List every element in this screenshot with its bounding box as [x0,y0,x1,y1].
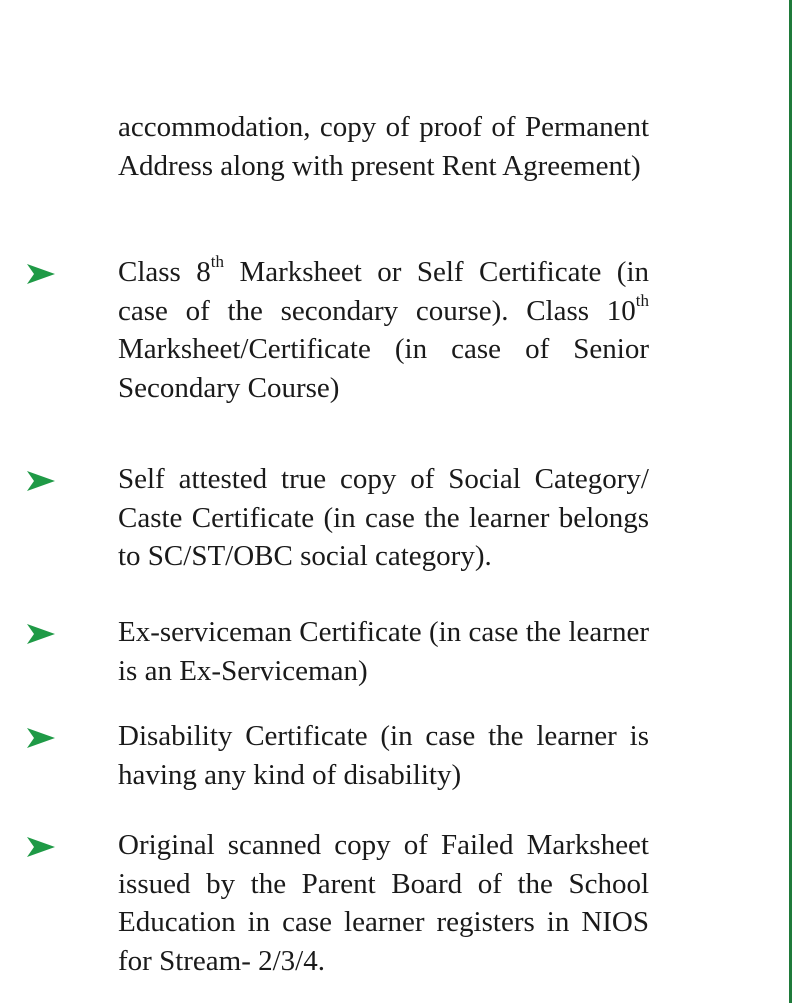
list-item-failed-marksheet: Original scanned copy of Failed Marksheet issued by the Parent Board of the School Education in case learner registers in NIOS for Stream- 2/3/4. [118,829,649,977]
green-arrowhead-icon [26,622,56,646]
list-item-ex-serviceman: Ex-serviceman Certificate (in case the learner is an Ex-Serviceman) [118,616,649,687]
item-text: Marksheet or Self Certificate (in case of the secondary course). Class 10 [118,256,650,327]
green-arrowhead-icon [26,726,56,750]
continuation-paragraph: accommodation, copy of proof of Permanent Address along with present Rent Agreement) [118,111,649,182]
ordinal-suffix: th [210,252,225,272]
green-arrowhead-icon [26,262,56,286]
ordinal-suffix: th [635,290,649,310]
list-item-marksheet [118,253,649,407]
green-arrowhead-icon [26,469,56,493]
list-item-caste-certificate: Self attested true copy of Social Category/ Caste Certificate (in case the learner belongs to SC/ST/OBC social category). [118,463,649,572]
item-text: Marksheet/Certificate (in case of Senior Secondary Course) [118,333,649,404]
green-arrowhead-icon [26,835,56,859]
item-text: Class 8 [118,256,211,288]
list-item-disability: Disability Certificate (in case the learner is having any kind of disability) [118,720,649,791]
